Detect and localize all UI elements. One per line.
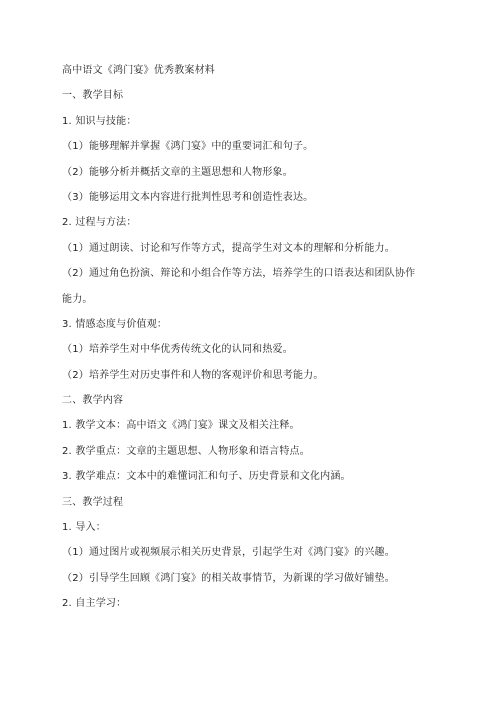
subheading-attitudes-values: 3. 情感态度与价值观：: [62, 318, 168, 330]
section-heading-process: 三、教学过程: [62, 496, 124, 508]
list-item: （1）培养学生对中华优秀传统文化的认同和热爱。: [62, 344, 293, 356]
subheading-introduction: 1. 导入：: [62, 522, 106, 534]
list-item: 2. 教学重点：文章的主题思想、人物形象和语言特点。: [62, 445, 310, 457]
list-item-continuation: 能力。: [62, 293, 93, 305]
subheading-self-study: 2. 自主学习：: [62, 598, 127, 610]
document-title: 高中语文《鸿门宴》优秀教案材料: [62, 65, 215, 76]
section-heading-content: 二、教学内容: [62, 395, 124, 407]
list-item: 3. 教学难点：文本中的难懂词汇和句子、历史背景和文化内涵。: [62, 471, 351, 483]
list-item: 1. 教学文本：高中语文《鸿门宴》课文及相关注释。: [62, 420, 300, 432]
list-item: （3）能够运用文本内容进行批判性思考和创造性表达。: [62, 191, 314, 203]
list-item: （2）能够分析并概括文章的主题思想和人物形象。: [62, 166, 293, 178]
list-item: （2）引导学生回顾《鸿门宴》的相关故事情节，为新课的学习做好铺垫。: [62, 572, 395, 584]
document-body: [62, 64, 434, 623]
list-item: （1）通过朗读、讨论和写作等方式，提高学生对文本的理解和分析能力。: [62, 242, 395, 254]
list-item: （2）培养学生对历史事件和人物的客观评价和思考能力。: [62, 369, 324, 381]
list-item: （1）通过图片或视频展示相关历史背景，引起学生对《鸿门宴》的兴趣。: [62, 547, 395, 559]
section-heading-objectives: 一、教学目标: [62, 90, 124, 102]
subheading-knowledge-skills: 1. 知识与技能：: [62, 115, 137, 127]
list-item: （1）能够理解并掌握《鸿门宴》中的重要词汇和句子。: [62, 141, 314, 153]
list-item: （2）通过角色扮演、辩论和小组合作等方法，培养学生的口语表达和团队协作: [62, 268, 416, 280]
subheading-process-methods: 2. 过程与方法：: [62, 217, 137, 229]
